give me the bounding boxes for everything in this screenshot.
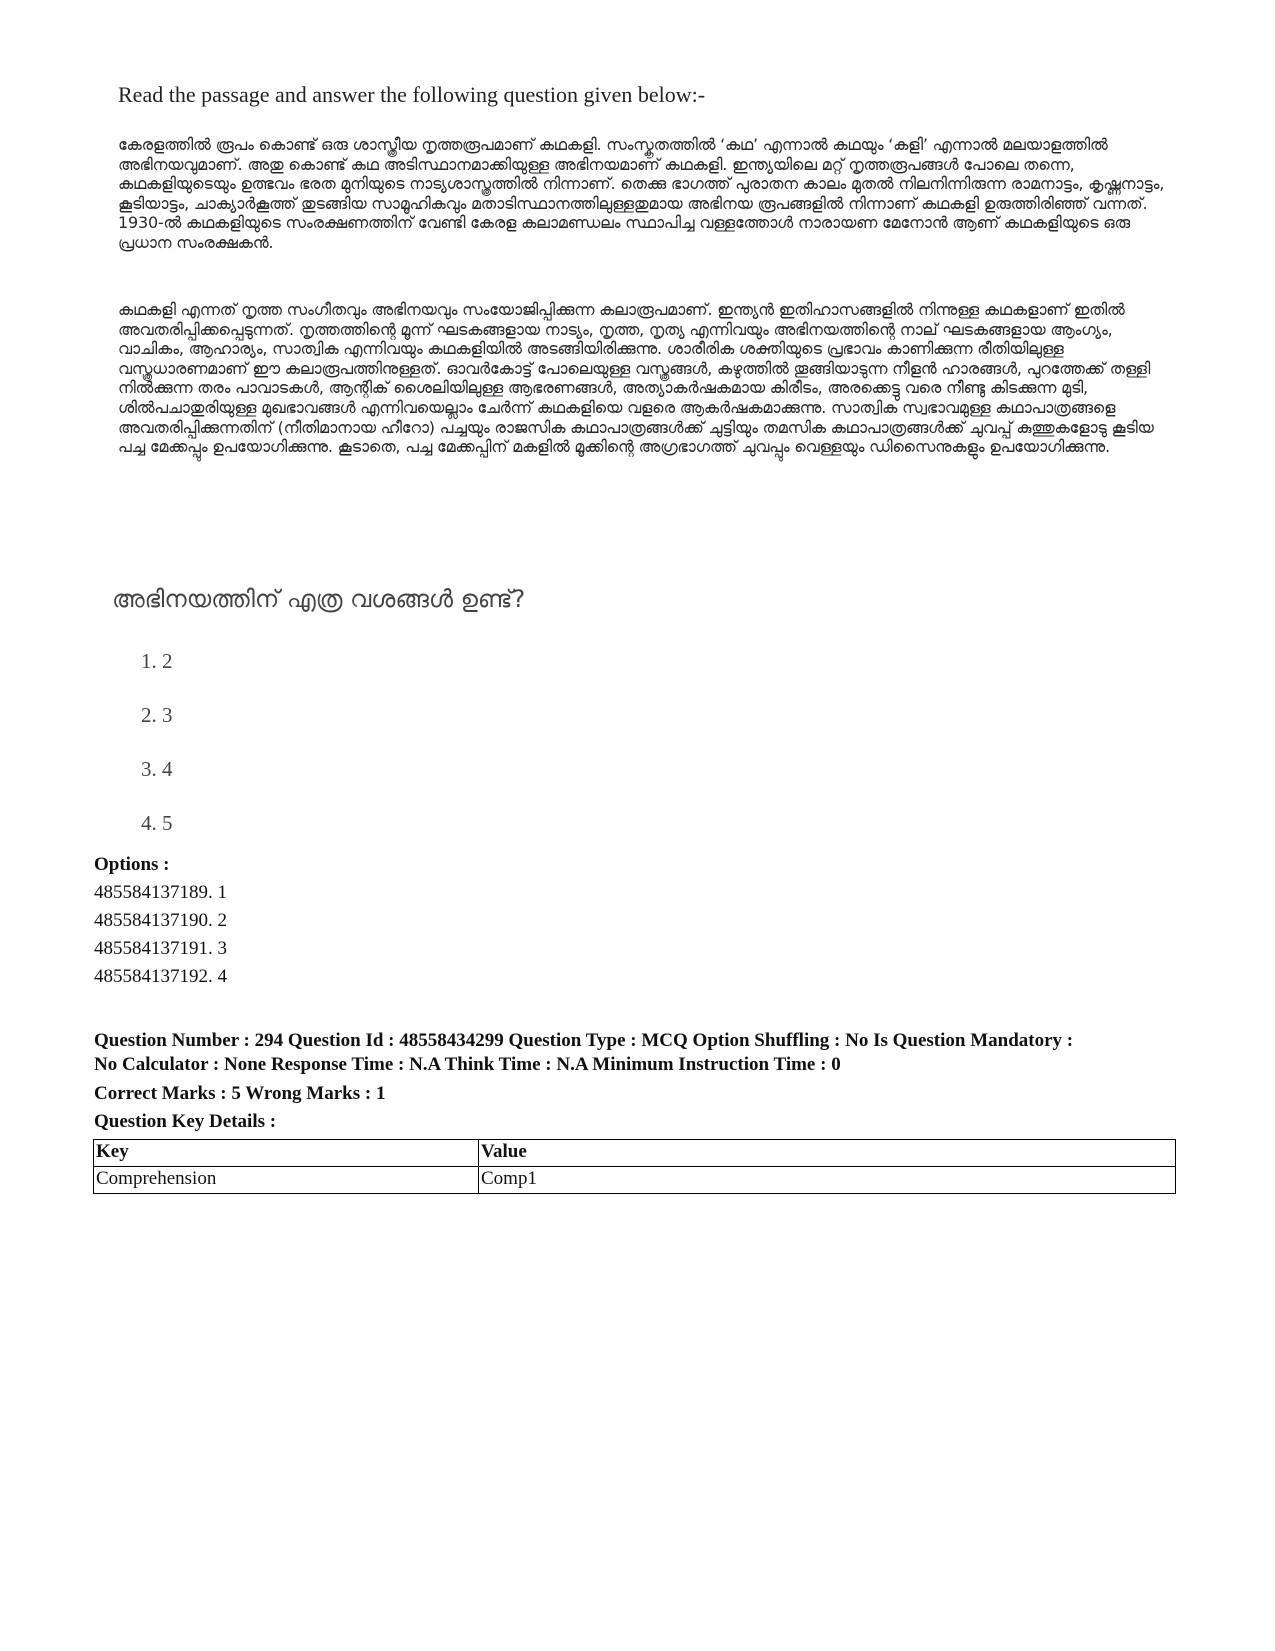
key-details-table (93, 1139, 1176, 1194)
options-label: Options : (94, 854, 170, 875)
question-choice-3: 3. 4 (141, 757, 173, 781)
option-item: 485584137190. 2 (94, 910, 227, 931)
question-marks: Correct Marks : 5 Wrong Marks : 1 (94, 1083, 386, 1104)
table-cell-key: Comprehension (94, 1167, 479, 1194)
table-header-row (94, 1140, 1176, 1167)
table-header-value: Value (479, 1140, 1176, 1167)
table-row (94, 1167, 1176, 1194)
passage-paragraph-2: കഥകളി എന്നത് നൃത്ത സംഗീതവും അഭിനയവും സംയോജിപ്പിക്കുന്ന കലാരൂപമാണ്. ഇന്ത്യൻ ഇതിഹാസങ്ങളിൽ നിന്നുള്ള കഥകളാണ് ഇതിൽ അവതരിപ്പിക്കപ്പെടുന്നത്. നൃത്തത്തിന്റെ മൂന്ന് ഘടകങ്ങളായ നാട്യം, നൃത്ത, നൃത്യ എന്നിവയും അഭിനയത്തിന്റെ നാല് ഘടകങ്ങളായ ആംഗ്യം, വാചികം, ആഹാര്യം, സാത്വിക എന്നിവയും കഥകളിയിൽ അടങ്ങിയിരിക്കുന്നു. ശാരീരിക ശക്തിയുടെ പ്രഭാവം കാണിക്കുന്ന രീതിയിലുള്ള വസ്ത്രധാരണമാണ് ഈ കലാരൂപത്തിനുള്ളത്. ഓവർകോട്ട് പോലെയുള്ള വസ്ത്രങ്ങൾ, കഴുത്തിൽ തൂങ്ങിയാടുന്ന നീളൻ ഹാരങ്ങൾ, പുറത്തേക്ക് തള്ളി നിൽക്കുന്ന തരം പാവാടകൾ, ആന്റിക് ശൈലിയിലുള്ള ആഭരണങ്ങൾ, അത്യാകർഷകമായ കിരീടം, അരക്കെട്ടു വരെ നീണ്ടു കിടക്കുന്ന മുടി, ശിൽപചാതുരിയുള്ള മുഖഭാവങ്ങൾ എന്നിവയെല്ലാം ചേർന്ന് കഥകളിയെ വളരെ ആകർഷകമാക്കുന്നു. സാത്വിക സ്വഭാവമുള്ള കഥാപാത്രങ്ങളെ അവതരിപ്പിക്കുന്നതിന് (നീതിമാനായ ഹീറോ) പച്ചയും രാജസിക കഥാപാത്രങ്ങൾക്ക് ചുട്ടിയും തമസിക കഥാപാത്രങ്ങൾക്ക് ചുവപ്പ് കുത്തുകളോടു കൂടിയ പച്ച മേക്കപ്പും ഉപയോഗിക്കുന്നു. കൂടാതെ, പച്ച മേക്കപ്പിന് മകളിൽ മൂക്കിന്റെ അഗ്രഭാഗത്ത് ചുവപ്പും വെള്ളയും ഡിസൈനുകളും ഉപയോഗിക്കുന്നു. (118, 300, 1154, 457)
question-meta-line-1: Question Number : 294 Question Id : 48558434299 Question Type : MCQ Option Shuffling : No Is Question Mandatory : (94, 1030, 1074, 1051)
question-choice-2: 2. 3 (141, 703, 173, 727)
option-item: 485584137189. 1 (94, 882, 227, 903)
table-cell-value: Comp1 (479, 1167, 1176, 1194)
key-details-label: Question Key Details : (94, 1111, 277, 1132)
question-text: അഭിനയത്തിന് എത്ര വശങ്ങൾ ഉണ്ട്? (112, 585, 526, 613)
question-choice-4: 4. 5 (141, 811, 173, 835)
question-choice-1: 1. 2 (141, 649, 173, 673)
option-item: 485584137192. 4 (94, 966, 227, 987)
passage-paragraph-1: കേരളത്തിൽ രൂപം കൊണ്ട് ഒരു ശാസ്ത്രീയ നൃത്തരൂപമാണ് കഥകളി. സംസ്കൃതത്തിൽ ‘കഥ’ എന്നാൽ കഥയും ‘കളി’ എന്നാൽ മലയാളത്തിൽ അഭിനയവുമാണ്. അതു കൊണ്ട് കഥ അടിസ്ഥാനമാക്കിയുള്ള അഭിനയമാണ് കഥകളി. ഇന്ത്യയിലെ മറ്റ് നൃത്തരൂപങ്ങൾ പോലെ തന്നെ, കഥകളിയുടെയും ഉത്ഭവം ഭരത മുനിയുടെ നാട്യശാസ്ത്രത്തിൽ നിന്നാണ്. തെക്കു ഭാഗത്ത് പുരാതന കാലം മുതൽ നിലനിന്നിരുന്ന രാമനാട്ടം, കൃഷ്ണനാട്ടം, കൂടിയാട്ടം, ചാക്യാർകൂത്ത് തുടങ്ങിയ സാമൂഹികവും മതാടിസ്ഥാനത്തിലുള്ളതുമായ അഭിനയ രൂപങ്ങളിൽ നിന്നാണ് കഥകളി ഉരുത്തിരിഞ്ഞ് വന്നത്. 1930-ൽ കഥകളിയുടെ സംരക്ഷണത്തിന് വേണ്ടി കേരള കലാമണ്ഡലം സ്ഥാപിച്ച വള്ളത്തോൾ നാരായണ മേനോൻ ആണ് കഥകളിയുടെ ഒരു പ്രധാന സംരക്ഷകൻ. (118, 135, 1165, 252)
passage-heading: Read the passage and answer the following question given below:- (118, 82, 706, 107)
option-item: 485584137191. 3 (94, 938, 227, 959)
table-header-key: Key (94, 1140, 479, 1167)
question-meta-line-2: No Calculator : None Response Time : N.A Think Time : N.A Minimum Instruction Time : 0 (94, 1054, 841, 1075)
